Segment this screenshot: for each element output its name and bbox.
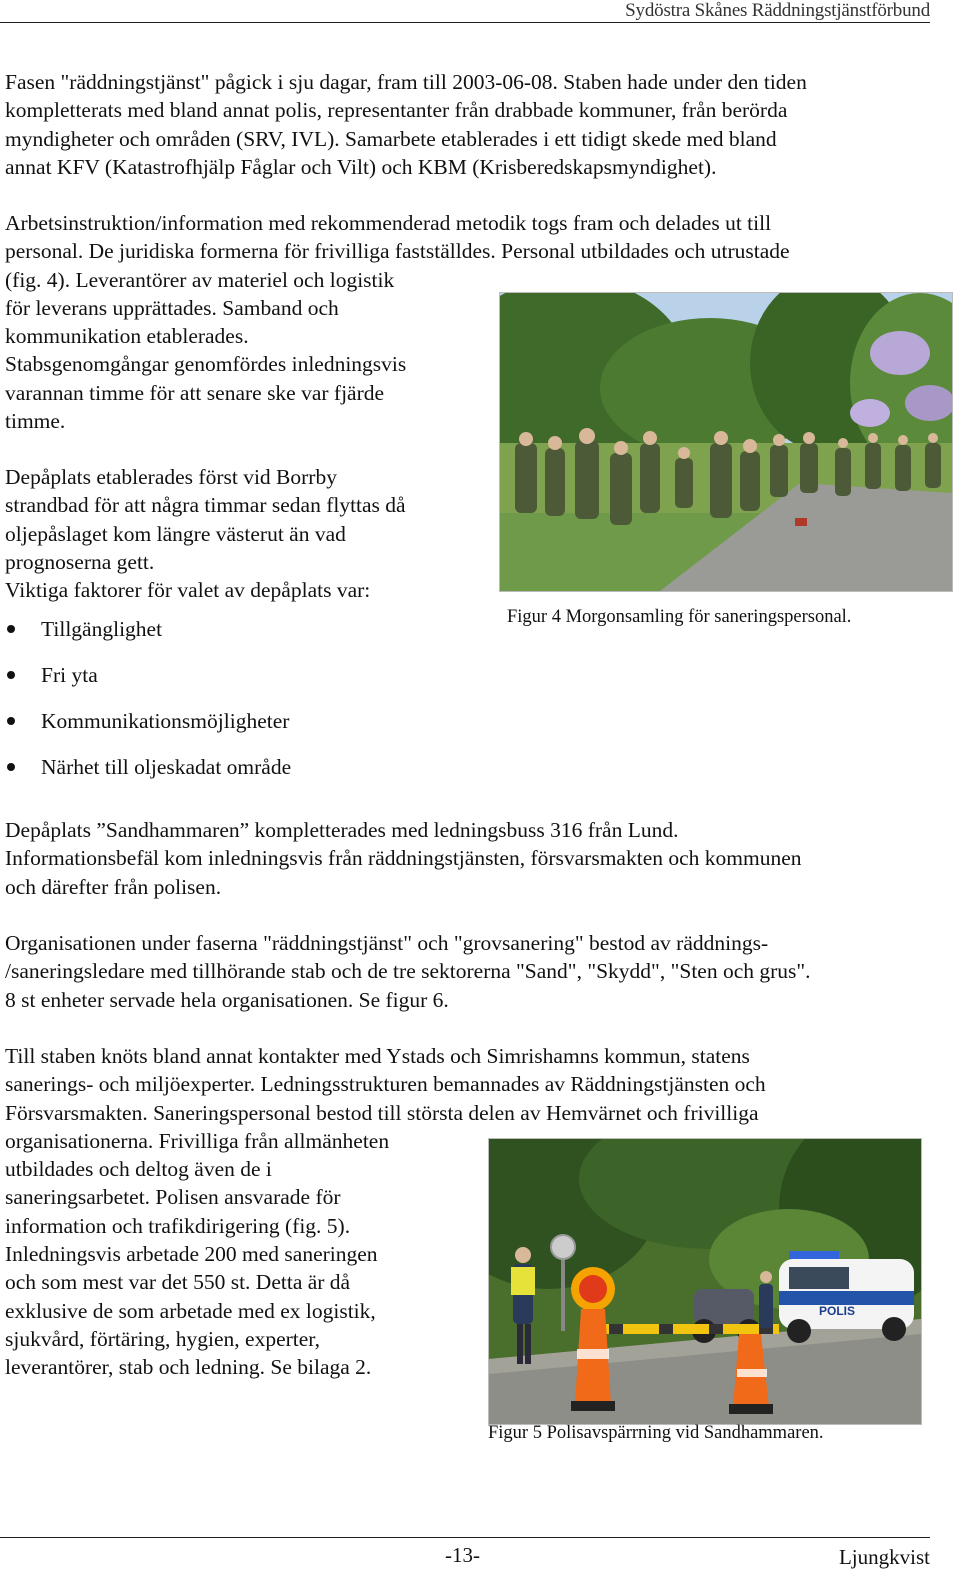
text-line: Viktiga faktorer för valet av depåplats var: (5, 578, 371, 603)
text-line: annat KFV (Katastrofhjälp Fåglar och Vilt) och KBM (Krisberedskapsmyndighet). (5, 154, 717, 179)
text-line: kommunikation etablerades. (5, 324, 249, 349)
text-line: för leverans upprättades. Samband och (5, 295, 339, 320)
text-line: sjukvård, förtäring, hygien, experter, (5, 1326, 320, 1351)
text-line: varannan timme för att senare ske var fjärde (5, 380, 385, 405)
text-line: organisationerna. Frivilliga från allmänheten (5, 1128, 390, 1153)
text-line: kompletterats med bland annat polis, representanter från drabbade kommuner, från berörda (5, 98, 788, 123)
figure-5-caption: Figur 5 Polisavspärrning vid Sandhammaren. (488, 1423, 824, 1443)
figure-4-photo (499, 292, 953, 592)
text-line: och som mest var det 550 st. Detta är då (5, 1270, 351, 1295)
page-number: -13- (445, 1543, 480, 1567)
header-rule (0, 22, 930, 23)
text-line: myndigheter och områden (SRV, IVL). Samarbete etablerades i ett tidigt skede med bland (5, 126, 777, 151)
bullet-text: Tillgänglighet (41, 617, 163, 641)
text-line: timme. (5, 409, 66, 434)
text-line: Depåplats etablerades först vid Borrby (5, 465, 337, 489)
text-line: /saneringsledare med tillhörande stab och de tre sektorerna "Sand", "Skydd", "Sten och grus". (5, 959, 811, 984)
paragraph-phase (5, 68, 807, 181)
text-line: 8 st enheter servade hela organisationen. Se figur 6. (5, 987, 449, 1012)
text-line: (fig. 4). Leverantörer av materiel och logistik (5, 267, 395, 292)
bullet-icon (7, 671, 15, 679)
paragraph-sandhammaren (5, 816, 802, 901)
text-line: utbildades och deltog även de i (5, 1157, 272, 1182)
author-name: Ljungkvist (838, 1545, 930, 1569)
figure-4-caption: Figur 4 Morgonsamling för saneringspersonal. (507, 607, 852, 627)
text-line: Fasen "räddningstjänst" pågick i sju dagar, fram till 2003-06-08. Staben hade under den tiden (5, 70, 807, 94)
text-line: prognoserna gett. (5, 549, 155, 574)
running-header: Sydöstra Skånes Räddningstjänstförbund (625, 0, 930, 21)
text-line: strandbad för att några timmar sedan flyttas då (5, 493, 406, 518)
text-line: Stabsgenomgångar genomfördes inledningsvis (5, 352, 407, 377)
text-line: sanerings- och miljöexperter. Ledningsstrukturen bemannades av Räddningstjänsten och (5, 1072, 766, 1097)
figure-5-photo (488, 1138, 922, 1425)
bullet-text: Närhet till oljeskadat område (41, 755, 292, 779)
footer-rule (0, 1537, 930, 1538)
morning-assembly-image (500, 293, 952, 591)
text-line: personal. De juridiska formerna för frivilliga fastställdes. Personal utbildades och utrustade (5, 239, 790, 264)
text-line: exklusive de som arbetade med ex logistik, (5, 1298, 376, 1323)
text-line: information och trafikdirigering (fig. 5). (5, 1213, 351, 1238)
bullet-text: Fri yta (41, 663, 98, 687)
text-line: Informationsbefäl kom inledningsvis från räddningstjänsten, försvarsmakten och kommunen (5, 846, 802, 871)
text-line: leverantörer, stab och ledning. Se bilaga 2. (5, 1355, 372, 1380)
police-roadblock-image (489, 1139, 921, 1424)
paragraph-organisation (5, 929, 811, 1014)
paragraph-depot (5, 463, 406, 604)
car-label: POLIS (819, 1304, 856, 1318)
bullet-icon (7, 625, 15, 633)
text-line: Arbetsinstruktion/information med rekommenderad metodik togs fram och delades ut till (5, 211, 772, 235)
text-line: Till staben knöts bland annat kontakter med Ystads och Simrishamns kommun, statens (5, 1044, 750, 1068)
text-line: saneringsarbetet. Polisen ansvarade för (5, 1185, 341, 1210)
text-line: Organisationen under faserna "räddningstjänst" och "grovsanering" bestod av räddnings- (5, 931, 769, 955)
bullet-icon (7, 717, 15, 725)
text-line: och därefter från polisen. (5, 874, 222, 899)
bullet-icon (7, 763, 15, 771)
text-line: Depåplats ”Sandhammaren” kompletterades med ledningsbuss 316 från Lund. (5, 818, 679, 842)
text-line: oljepåslaget kom längre västerut än vad (5, 521, 346, 546)
text-line: Inledningsvis arbetade 200 med saneringen (5, 1242, 378, 1267)
text-line: Försvarsmakten. Saneringspersonal bestod till största delen av Hemvärnet och frivilliga (5, 1100, 759, 1125)
bullet-text: Kommunikationsmöjligheter (41, 709, 290, 733)
